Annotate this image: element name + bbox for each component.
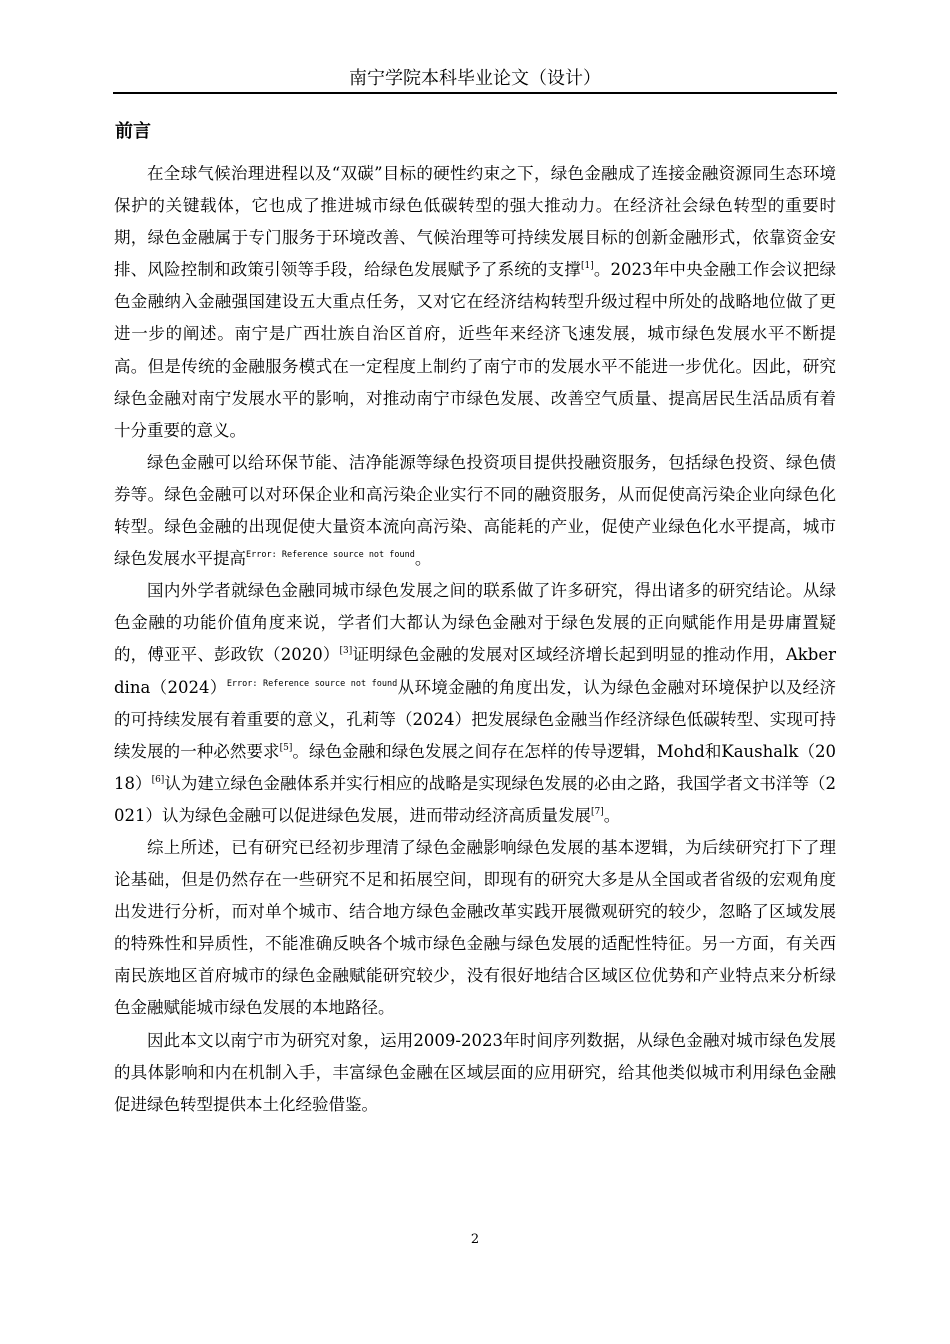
paragraph-text: 。 [603, 805, 621, 825]
section-heading: 前言 [115, 121, 151, 142]
paragraph-text: 认为建立绿色金融体系并实行相应的战略是实现绿色发展的必由之路，我国学者文书洋等（2021）认为绿色金融可以促进绿色发展，进而带动经济高质量发展 [114, 773, 837, 825]
paragraph-text: 证明绿色金融的发展对区域经济增长起到明显的推动作用，Akberdina（2024） [114, 645, 836, 697]
reference-error-note: Error: Reference source not found [226, 678, 398, 689]
paragraph-4 [114, 832, 836, 1025]
paragraph-text: 在全球气候治理进程以及“双碳”目标的硬性约束之下，绿色金融成了连接金融资源同生态环境保护的关键载体，它也成了推进城市绿色低碳转型的强大推动力。在经济社会绿色转型的重要时期，绿色金融属于专门服务于环境改善、气候治理等可持续发展目标的创新金融形式，依靠资金安排、风险控制和政策引领等手段，给绿色发展赋予了系统的支撑 [114, 164, 836, 280]
citation-ref[interactable]: [1] [580, 261, 594, 272]
citation-ref[interactable]: [7] [591, 806, 604, 817]
paragraph-text: 国内外学者就绿色金融同城市绿色发展之间的联系做了许多研究，得出诸多的研究结论。从绿色金融的功能价值角度来说，学者们大都认为绿色金融对于绿色发展的正向赋能作用是毋庸置疑的，傅亚平、彭政钦（2020） [114, 581, 836, 665]
paragraph-text: 。 [414, 549, 432, 569]
paragraph-3 [114, 575, 836, 832]
page-header-title: 南宁学院本科毕业论文（设计） [349, 68, 601, 89]
reference-error-note: Error: Reference source not found [246, 550, 415, 561]
citation-ref[interactable]: [6] [151, 774, 165, 785]
paragraph-text: 绿色金融可以给环保节能、洁净能源等绿色投资项目提供投融资服务，包括绿色投资、绿色债券等。绿色金融可以对环保企业和高污染企业实行不同的融资服务，从而促使高污染企业向绿色化转型。绿色金融的出现促使大量资本流向高污染、高能耗的产业，促使产业绿色化水平提高，城市绿色发展水平提高 [114, 452, 836, 569]
paragraph-text: 因此本文以南宁市为研究对象，运用2009-2023年时间序列数据，从绿色金融对城市绿色发展的具体影响和内在机制入手，丰富绿色金融在区域层面的应用研究，给其他类似城市利用绿色金融促进绿色转型提供本土化经验借鉴。 [114, 1030, 836, 1114]
paragraph-2 [114, 447, 836, 575]
paragraph-text: 综上所述，已有研究已经初步理清了绿色金融影响绿色发展的基本逻辑，为后续研究打下了理论基础，但是仍然存在一些研究不足和拓展空间，即现有的研究大多是从全国或者省级的宏观角度出发进行分析，而对单个城市、结合地方绿色金融改革实践开展微观研究的较少，忽略了区域发展的特殊性和异质性，不能准确反映各个城市绿色金融与绿色发展的适配性特征。另一方面，有关西南民族地区首府城市的绿色金融赋能研究较少，没有很好地结合区域区位优势和产业特点来分析绿色金融赋能城市绿色发展的本地路径。 [114, 837, 836, 1018]
paragraph-1 [114, 158, 836, 447]
citation-ref[interactable]: [3] [339, 646, 353, 657]
body-text [114, 158, 836, 1121]
paragraph-text: 。绿色金融和绿色发展之间存在怎样的传导逻辑，Mohd和Kaushalk（2018） [114, 741, 837, 793]
citation-ref[interactable]: [5] [279, 742, 293, 753]
header-divider [113, 92, 837, 94]
paragraph-text: 。2023年中央金融工作会议把绿色金融纳入金融强国建设五大重点任务，又对它在经济结构转型升级过程中所处的战略地位做了更进一步的阐述。南宁是广西壮族自治区首府，近些年来经济飞速发展，城市绿色发展水平不断提高。但是传统的金融服务模式在一定程度上制约了南宁市的发展水平不能进一步优化。因此，研究绿色金融对南宁发展水平的影响，对推动南宁市绿色发展、改善空气质量、提高居民生活品质有着十分重要的意义。 [114, 260, 836, 440]
paragraph-text: 从环境金融的角度出发，认为绿色金融对环境保护以及经济的可持续发展有着重要的意义，孔莉等（2024）把发展绿色金融当作经济绿色低碳转型、实现可持续发展的一种必然要求 [114, 677, 837, 761]
paragraph-5 [114, 1025, 836, 1121]
page-number: 2 [470, 1232, 480, 1247]
